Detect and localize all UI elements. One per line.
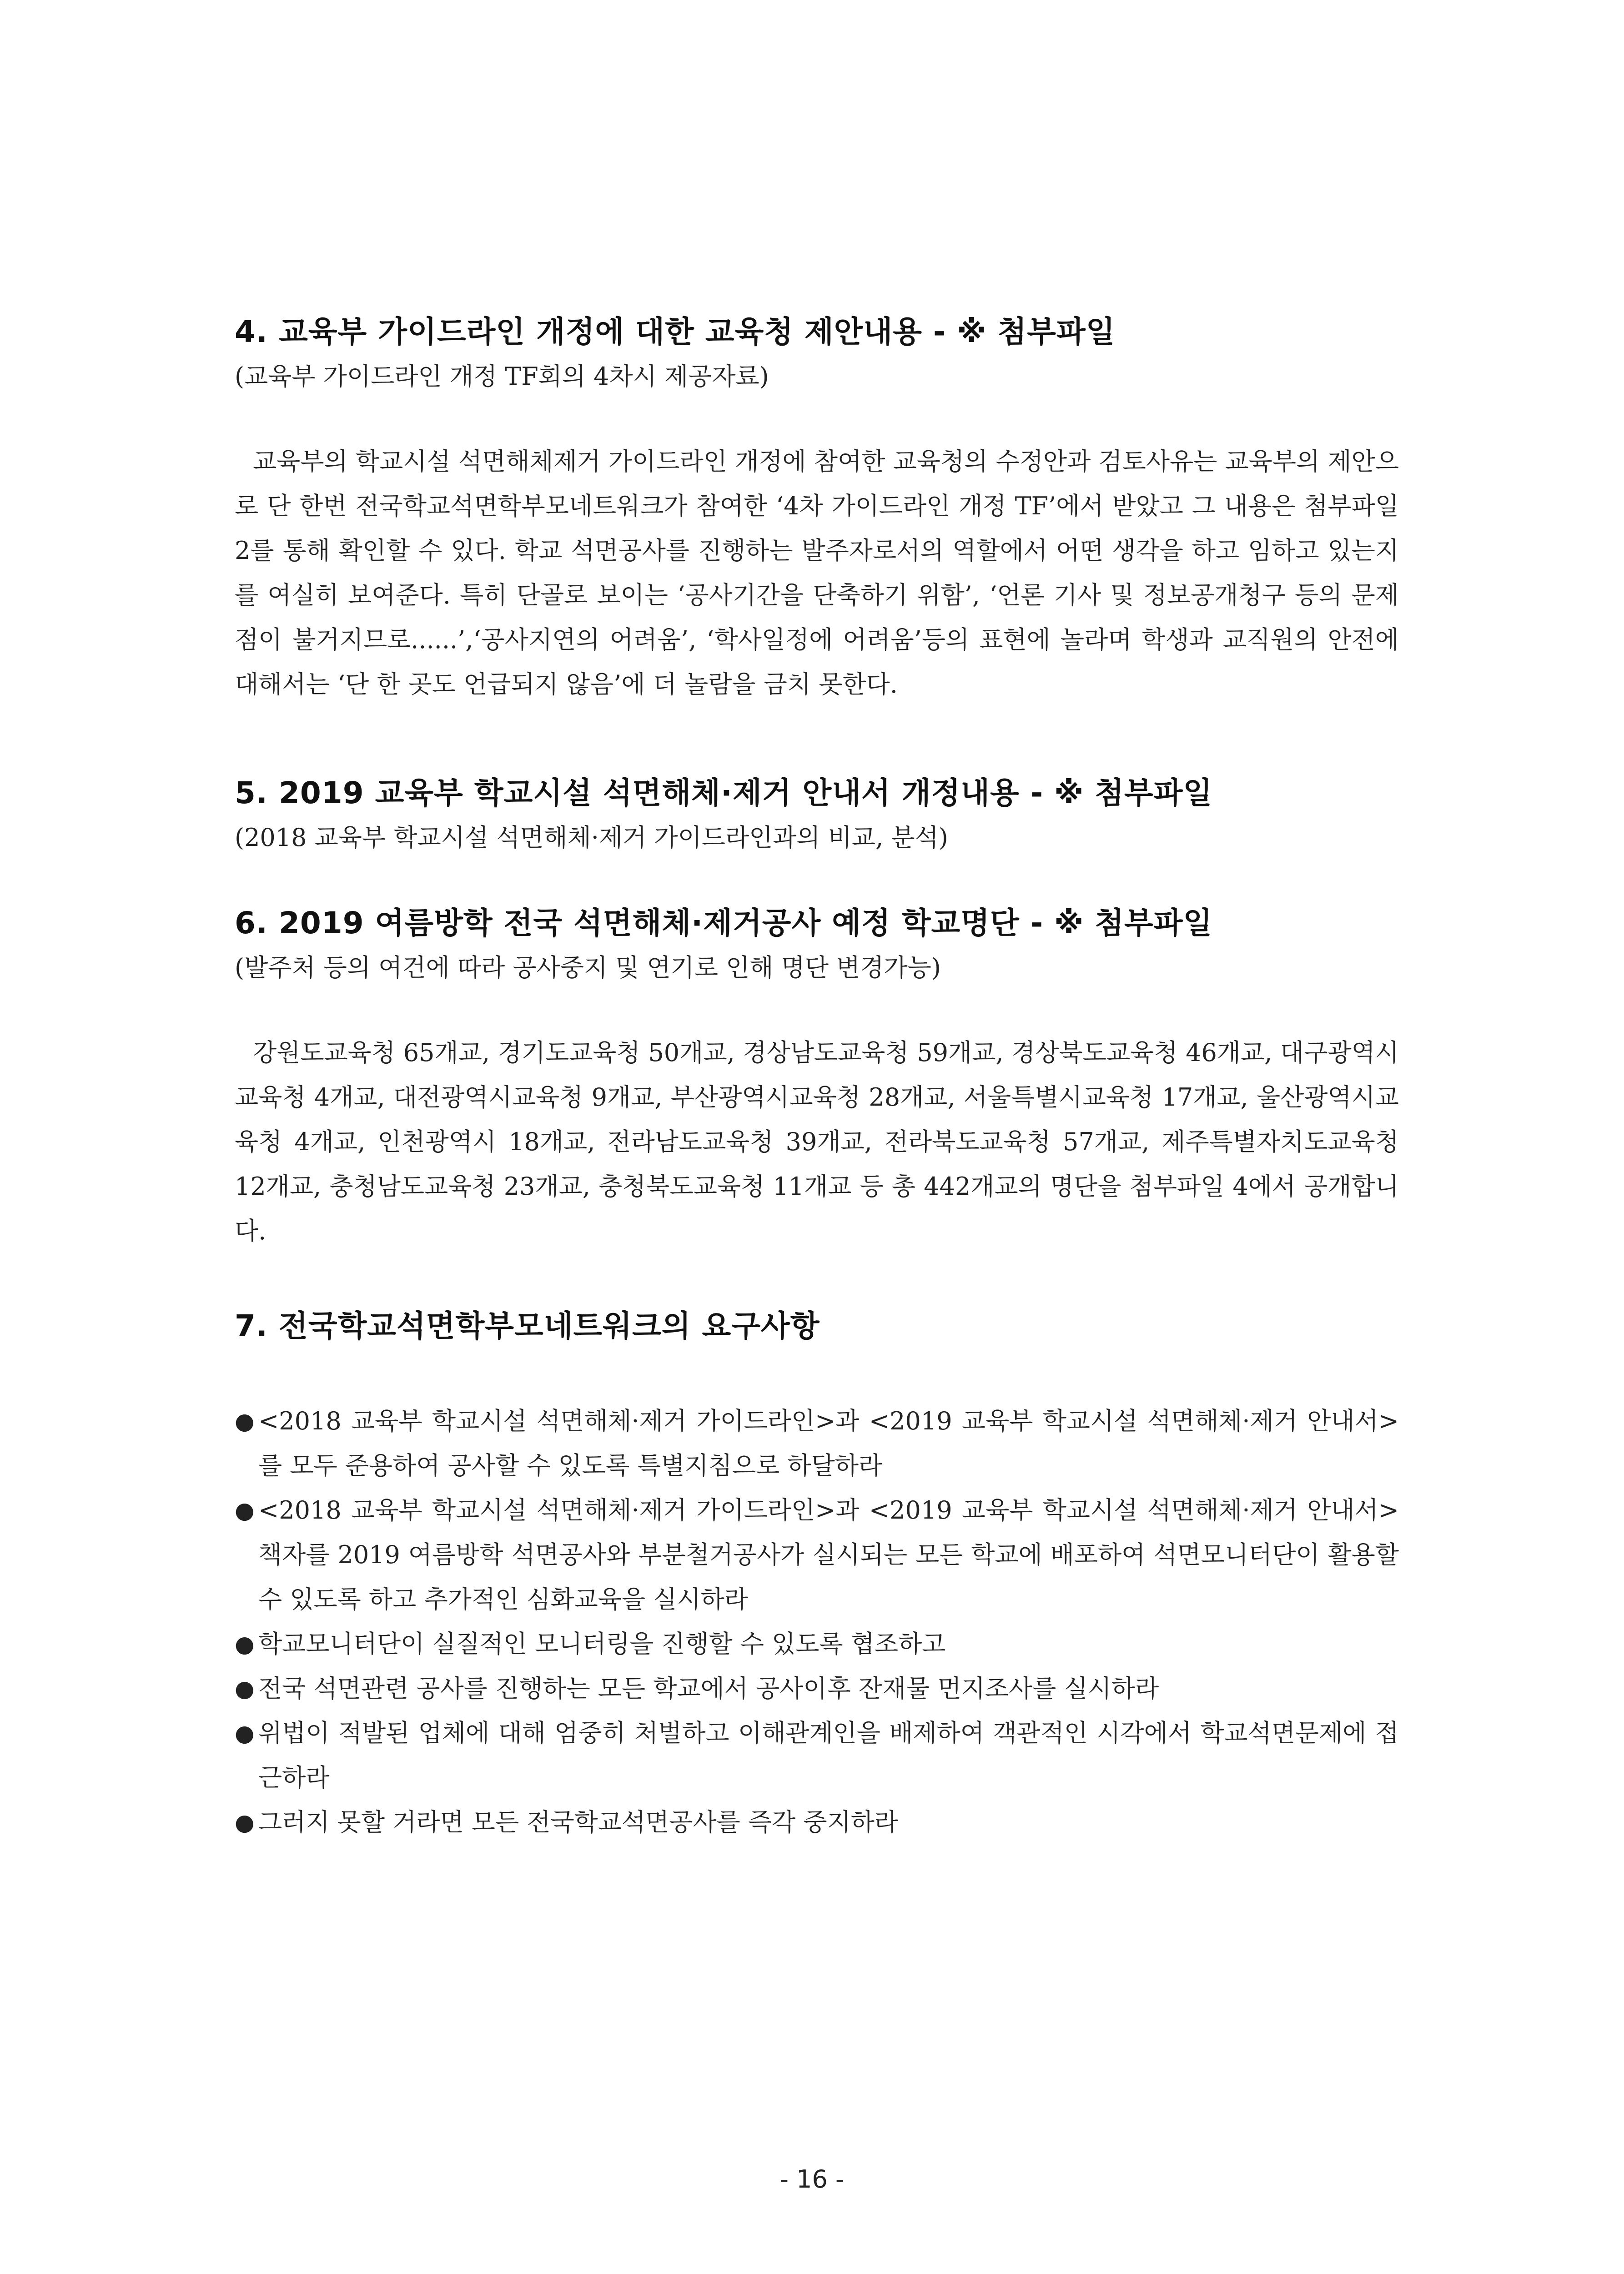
section-6-heading: 6. 2019 여름방학 전국 석면해체·제거공사 예정 학교명단 - ※ 첨부파일 xyxy=(235,906,1213,941)
demand-item-4 xyxy=(235,1666,1399,1711)
page-number: - 16 - xyxy=(779,2165,845,2194)
section-6-subtitle: (발주처 등의 여건에 따라 공사중지 및 연기로 인해 명단 변경가능) xyxy=(235,953,941,982)
section-6 xyxy=(235,901,1399,1253)
demand-text: 그러지 못할 거라면 모든 전국학교석면공사를 즉각 중지하라 xyxy=(258,1808,899,1836)
demand-text: 전국 석면관련 공사를 진행하는 모든 학교에서 공사이후 잔재물 먼지조사를 실시하라 xyxy=(258,1674,1159,1703)
bullet-dot-icon: ● xyxy=(235,1408,255,1434)
section-4-paragraph: 교육부의 학교시설 석면해체제거 가이드라인 개정에 참여한 교육청의 수정안과 검토사유는 교육부의 제안으로 단 한번 전국학교석면학부모네트워크가 참여한 ‘4차 가이드라인 개정 TF’에서 받았고 그 내용은 첨부파일 2를 통해 확인할 수 있다. 학교 석면공사를 진행하는 발주자로서의 역할에서 어떤 생각을 하고 임하고 있는지를 여실히 보여준다. 특히 단골로 보이는 ‘공사기간을 단축하기 위함’, ‘언론 기사 및 정보공개청구 등의 문제점이 불거지므로......’,‘공사지연의 어려움’, ‘학사일정에 어려움’등의 표현에 놀라며 학생과 교직원의 안전에 대해서는 ‘단 한 곳도 언급되지 않음’에 더 놀람을 금치 못한다. xyxy=(235,447,1399,699)
section-4-subtitle: (교육부 가이드라인 개정 TF회의 4차시 제공자료) xyxy=(235,362,769,391)
section-5-heading: 5. 2019 교육부 학교시설 석면해체·제거 안내서 개정내용 - ※ 첨부파일 xyxy=(235,775,1213,810)
bullet-dot-icon: ● xyxy=(235,1809,255,1836)
demand-item-6 xyxy=(235,1800,1399,1845)
bullet-dot-icon: ● xyxy=(235,1720,255,1746)
demands-list xyxy=(235,1399,1399,1845)
section-4-heading: 4. 교육부 가이드라인 개정에 대한 교육청 제안내용 - ※ 첨부파일 xyxy=(235,314,1116,349)
bullet-dot-icon: ● xyxy=(235,1631,255,1657)
demand-item-1 xyxy=(235,1399,1399,1488)
bullet-dot-icon: ● xyxy=(235,1497,255,1524)
demand-item-3 xyxy=(235,1622,1399,1666)
demand-text: 위법이 적발된 업체에 대해 엄중히 처벌하고 이해관계인을 배제하여 객관적인 시각에서 학교석면문제에 접근하라 xyxy=(258,1719,1399,1792)
section-5-subtitle: (2018 교육부 학교시설 석면해체·제거 가이드라인과의 비교, 분석) xyxy=(235,823,948,852)
demand-item-2 xyxy=(235,1488,1399,1622)
section-4 xyxy=(235,309,1399,707)
bullet-dot-icon: ● xyxy=(235,1675,255,1702)
demand-text: 학교모니터단이 실질적인 모니터링을 진행할 수 있도록 협조하고 xyxy=(258,1630,946,1658)
demand-text: <2018 교육부 학교시설 석면해체·제거 가이드라인>과 <2019 교육부 학교시설 석면해체·제거 안내서>를 모두 준용하여 공사할 수 있도록 특별지침으로 하달하라 xyxy=(258,1407,1399,1480)
demand-item-5 xyxy=(235,1711,1399,1800)
page-content xyxy=(235,309,1399,1845)
section-7-heading: 7. 전국학교석면학부모네트워크의 요구사항 xyxy=(235,1308,820,1343)
demand-text: <2018 교육부 학교시설 석면해체·제거 가이드라인>과 <2019 교육부 학교시설 석면해체·제거 안내서> 책자를 2019 여름방학 석면공사와 부분철거공사가 실시되는 모든 학교에 배포하여 석면모니터단이 활용할 수 있도록 하고 추가적인 심화교육을 실시하라 xyxy=(258,1496,1399,1614)
section-6-paragraph: 강원도교육청 65개교, 경기도교육청 50개교, 경상남도교육청 59개교, 경상북도교육청 46개교, 대구광역시교육청 4개교, 대전광역시교육청 9개교, 부산광역시교육청 28개교, 서울특별시교육청 17개교, 울산광역시교육청 4개교, 인천광역시 18개교, 전라남도교육청 39개교, 전라북도교육청 57개교, 제주특별자치도교육청 12개교, 충청남도교육청 23개교, 충청북도교육청 11개교 등 총 442개교의 명단을 첨부파일 4에서 공개합니다. xyxy=(235,1038,1399,1245)
section-7 xyxy=(235,1303,1399,1845)
section-5 xyxy=(235,770,1399,860)
